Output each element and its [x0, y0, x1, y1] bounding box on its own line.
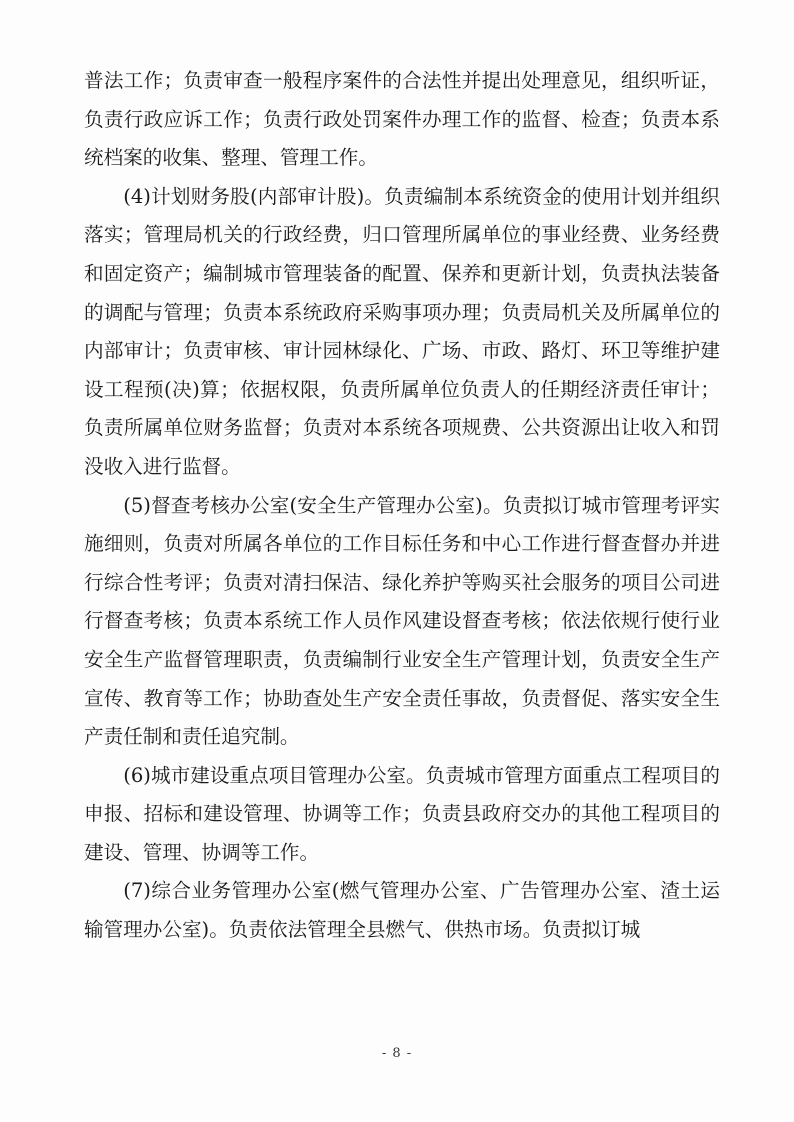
page-number: - 8 - [381, 1046, 413, 1061]
body-text [84, 62, 720, 950]
paragraph-key-projects-office: (6)城市建设重点项目管理办公室。负责城市管理方面重点工程项目的申报、招标和建设管理、协调等工作；负责县政府交办的其他工程项目的建设、管理、协调等工作。 [84, 763, 720, 864]
paragraph-continuation: 普法工作；负责审查一般程序案件的合法性并提出处理意见，组织听证，负责行政应诉工作；负责行政处罚案件办理工作的监督、检查；负责本系统档案的收集、整理、管理工作。 [84, 69, 720, 170]
paragraph-inspection-office: (5)督查考核办公室(安全生产管理办公室)。负责拟订城市管理考评实施细则，负责对所属各单位的工作目标任务和中心工作进行督查督办并进行综合性考评；负责对清扫保洁、绿化养护等购买社会服务的项目公司进行督查考核；负责本系统工作人员作风建设督查考核；依法依规行使行业安全生产监督管理职责，负责编制行业安全生产管理计划，负责安全生产宣传、教育等工作；协助查处生产安全责任事故，负责督促、落实安全生产责任制和责任追究制。 [84, 493, 720, 749]
paragraph-comprehensive-office: (7)综合业务管理办公室(燃气管理办公室、广告管理办公室、渣土运输管理办公室)。负责依法管理全县燃气、供热市场。负责拟订城 [84, 879, 720, 942]
paragraph-planning-finance: (4)计划财务股(内部审计股)。负责编制本系统资金的使用计划并组织落实；管理局机关的行政经费，归口管理所属单位的事业经费、业务经费和固定资产；编制城市管理装备的配置、保养和更新计划，负责执法装备的调配与管理；负责本系统政府采购事项办理；负责局机关及所属单位的内部审计；负责审核、审计园林绿化、广场、市政、路灯、环卫等维护建设工程预(决)算；依据权限，负责所属单位负责人的任期经济责任审计；负责所属单位财务监督；负责对本系统各项规费、公共资源出让收入和罚没收入进行监督。 [84, 184, 720, 478]
